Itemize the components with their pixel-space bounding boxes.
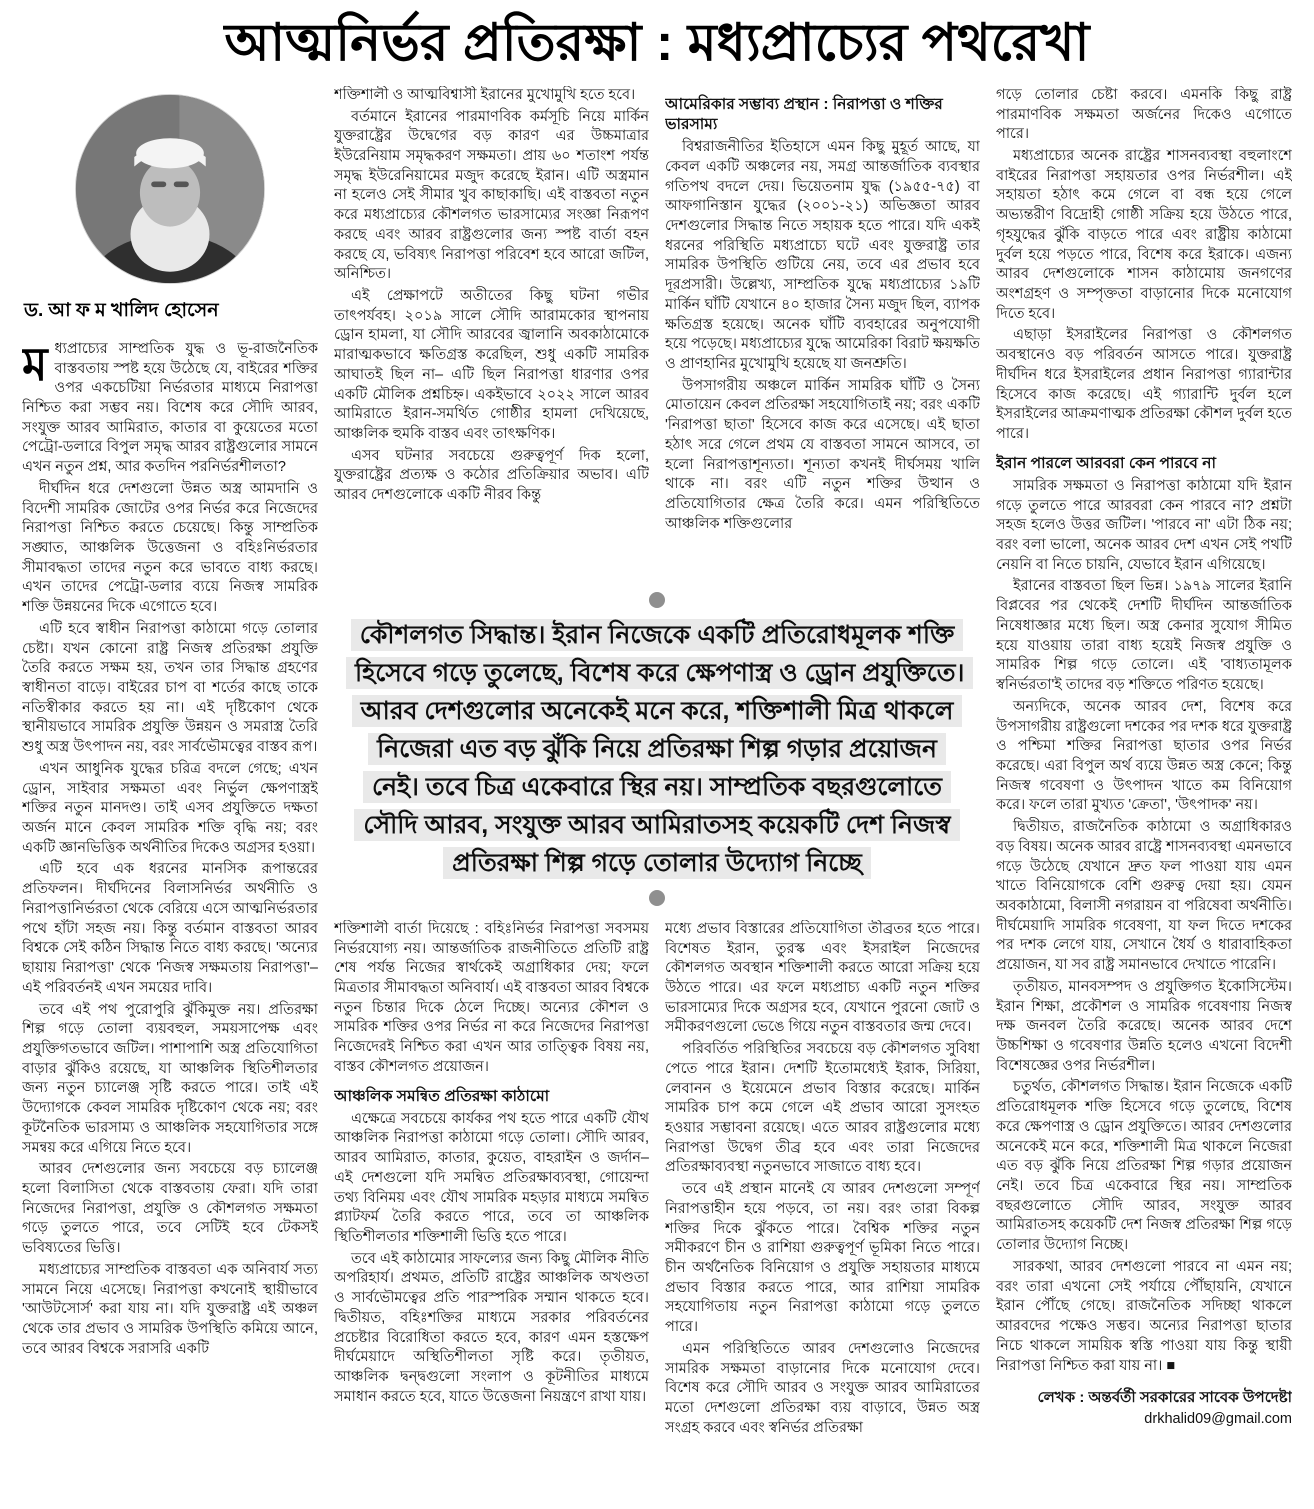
paragraph: শক্তিশালী ও আত্মবিশ্বাসী ইরানের মুখোমুখি হতে হবে। [334,86,636,103]
subheading: ইরান পারলে আরবরা কেন পারবে না [996,454,1216,472]
pull-quote-inner: কৌশলগত সিদ্ধান্ত। ইরান নিজেকে একটি প্রতিরোধমূলক শক্তি হিসেবে গড়ে তুলেছে, বিশেষ করে ক্ষেপণাস্ত্র ও ড্রোন প্রযুক্তিতে। আরব দেশগুলোর অনেকেই মনে করে, শক্তিশালী মিত্র থাকলে নিজেরা এত বড় ঝুঁকি নিয়ে প্রতিরক্ষা শিল্প গড়ার প্রয়োজন নেই। তবে চিত্র একেবারে স্থির নয়। সাম্প্রতিক বছরগুলোতে সৌদি আরব, সংযুক্ত আরব আমিরাতসহ কয়েকটি দেশ নিজস্ব প্রতিরক্ষা শিল্প গড়ে তোলার উদ্যোগ নিচ্ছে [346,619,973,879]
paragraph: বর্তমানে ইরানের পারমাণবিক কর্মসূচি নিয়ে মার্কিন যুক্তরাষ্ট্রের উদ্বেগের বড় কারণ এর উচ্চমাত্রার ইউরেনিয়াম সমৃদ্ধকরণ সক্ষমতা। প্রায় ৬০ শতাংশ পর্যন্ত সমৃদ্ধ ইউরেনিয়ামের মজুদ করেছে ইরান। এটি অস্ত্রমান না হলেও সেই সীমার খুব কাছাকাছি। এই বাস্তবতা নতুন করে মধ্যপ্রাচ্যের কৌশলগত ভারসাম্যের সংজ্ঞা নিরূপণ করছে এবং আরব রাষ্ট্রগুলোর জন্য স্পষ্ট বার্তা বহন করছে যে, ভবিষ্যৎ নিরাপত্তা পরিবেশ হবে আরো জটিল, অনিশ্চিত। [334,108,649,283]
paragraph: মধ্যপ্রাচ্যের অনেক রাষ্ট্রের শাসনব্যবস্থা বহুলাংশে বাইরের নিরাপত্তা সহায়তার ওপর নির্ভরশীল। এই সহায়তা হঠাৎ কমে গেলে বা বন্ধ হয়ে গেলে অভ্যন্তরীণ বিদ্রোহী গোষ্ঠী সক্রিয় হয়ে উঠতে পারে, গৃহযুদ্ধের ঝুঁকি বাড়তে পারে এবং রাষ্ট্রীয় কাঠামো দুর্বল হয়ে পড়তে পারে, বিশেষ করে ইরাকে। এজন্য আরব দেশগুলোকে শাসন কাঠামোয় জনগণের অংশগ্রহণ ও সম্পৃক্ততা বাড়ানোর দিকে মনোযোগ দিতে হবে। [996,147,1292,322]
paragraph: তবে এই প্রস্থান মানেই যে আরব দেশগুলো সম্পূর্ণ নিরাপত্তাহীন হয়ে পড়বে, তা নয়। বরং তারা বিকল্প শক্তির দিকে ঝুঁকতে পারে। বৈশ্বিক শক্তির নতুন সমীকরণে চীন ও রাশিয়া গুরুত্বপূর্ণ ভূমিকা নিতে পারে। চীন অর্থনৈতিক বিনিয়োগ ও প্রযুক্তি সহায়তার মাধ্যমে প্রভাব বিস্তার করতে পারে, আর রাশিয়া সামরিক সহযোগিতায় নতুন নিরাপত্তা কাঠামো গড়ে তুলতে পারে। [665,1181,980,1336]
paragraph: বিশ্বরাজনীতির ইতিহাসে এমন কিছু মুহূর্ত আছে, যা কেবল একটি অঞ্চলের নয়, সমগ্র আন্তর্জাতিক ব্যবস্থার গতিপথ বদলে দেয়। ভিয়েতনাম যুদ্ধ (১৯৫৫-৭৫) বা আফগানিস্তান যুদ্ধের (২০০১-২১) অভিজ্ঞতা আরব দেশগুলোর সিদ্ধান্ত নিতে সহায়ক হতে পারে। যদি একই ধরনের পরিস্থিতি মধ্যপ্রাচ্যে ঘটে এবং যুক্তরাষ্ট্র তার সামরিক উপস্থিতি গুটিয়ে নেয়, তবে এর প্রভাব হবে দূরপ্রসারী। উল্লেখ্য, সাম্প্রতিক যুদ্ধে মধ্যপ্রাচ্যের ১৯টি মার্কিন ঘাঁটি যেখানে ৪০ হাজার সৈন্য মজুদ ছিল, ব্যাপক ক্ষতিগ্রস্ত হয়েছে। অনেক ঘাঁটি ব্যবহারের অনুপযোগী হয়ে পড়েছে। মধ্যপ্রাচ্যের যুদ্ধে আমেরিকা বিরাট ক্ষয়ক্ষতি ও প্রাণহানির মুখোমুখি হয়েছে যা জনশ্রুতি। [665,139,980,372]
paragraph: শক্তিশালী বার্তা দিয়েছে : বহিঃনির্ভর নিরাপত্তা সবসময় নির্ভরযোগ্য নয়। আন্তর্জাতিক রাজনীতিতে প্রতিটি রাষ্ট্র শেষ পর্যন্ত নিজের স্বার্থকেই অগ্রাধিকার দেয়; ফলে মিত্রতার সীমাবদ্ধতা অনিবার্য। এই বাস্তবতা আরব বিশ্বকে নতুন চিন্তার দিকে ঠেলে দিচ্ছে। অন্যের কৌশল ও সামরিক শক্তির ওপর নির্ভর না করে নিজেদের নিরাপত্তা নিজেদেরই নিশ্চিত করা এখন আর তাত্ত্বিক বিষয় নয়, বাস্তব কৌশলগত প্রয়োজন। [334,920,649,1075]
paragraph: এক্ষেত্রে সবচেয়ে কার্যকর পথ হতে পারে একটি যৌথ আঞ্চলিক নিরাপত্তা কাঠামো গড়ে তোলা। সৌদি আরব, আরব আমিরাত, কাতার, কুয়েত, বাহরাইন ও জর্দান– এই দেশগুলো যদি সমন্বিত প্রতিরক্ষাব্যবস্থা, গোয়েন্দা তথ্য বিনিময় এবং যৌথ সামরিক মহড়ার মাধ্যমে সমন্বিত প্ল্যাটফর্ম তৈরি করতে পারে, তবে তা আঞ্চলিক স্থিতিশীলতার শক্তিশালী ভিত্তি হতে পারে। [334,1110,649,1245]
pull-quote [342,586,972,912]
paragraph: সামরিক সক্ষমতা ও নিরাপত্তা কাঠামো যদি ইরান গড়ে তুলতে পারে আরবরা কেন পারবে না? প্রশ্নটা সহজ হলেও উত্তর জটিল। 'পারবে না' এটা ঠিক নয়; বরং বলা ভালো, অনেক আরব দেশ এখন সেই পথটি নেয়নি বা নিতে চায়নি, যেভাবে ইরান এগিয়েছে। [996,477,1292,573]
paragraph: দ্বিতীয়ত, রাজনৈতিক কাঠামো ও অগ্রাধিকারও বড় বিষয়। অনেক আরব রাষ্ট্রে শাসনব্যবস্থা এমনভাবে গড়ে উঠেছে যেখানে দ্রুত ফল পাওয়া যায় এমন খাতে বিনিয়োগকে বেশি গুরুত্ব দেয়া হয়। যেমন অবকাঠামো, বিলাসী নগরায়ন বা পরিষেবা অর্থনীতি। দীর্ঘমেয়াদি সামরিক গবেষণা, যা ফল দিতে দশকের পর দশক লেগে যায়, সেখানে ধৈর্য ও ধারাবাহিকতা প্রয়োজন, যা সব রাষ্ট্র সমানভাবে দেখাতে পারেনি। [996,819,1292,974]
paragraph: চতুর্থত, কৌশলগত সিদ্ধান্ত। ইরান নিজেকে একটি প্রতিরোধমূলক শক্তি হিসেবে গড়ে তুলেছে, বিশেষ করে ক্ষেপণাস্ত্র ও ড্রোন প্রযুক্তিতে। আরব দেশগুলোর অনেকেই মনে করে, শক্তিশালী মিত্র থাকলে নিজেরা এত বড় ঝুঁকি নিয়ে প্রতিরক্ষা শিল্প গড়ার প্রয়োজন নেই। তবে চিত্র একেবারে স্থির নয়। সাম্প্রতিক বছরগুলোতে সৌদি আরব, সংযুক্ত আরব আমিরাতসহ কয়েকটি দেশ নিজস্ব প্রতিরক্ষা শিল্প গড়ে তোলার উদ্যোগ নিচ্ছে। [996,1079,1292,1254]
author-box [22,94,318,328]
column-3-bottom [665,920,980,1498]
paragraph: আরব দেশগুলোর জন্য সবচেয়ে বড় চ্যালেঞ্জ হলো বিলাসিতা থেকে বাস্তবতায় ফেরা। যদি তারা নিজেদের নিরাপত্তা, প্রযুক্তি ও কৌশলগত সক্ষমতা গড়ে তুলতে পারে, তবে সেটিই হবে টেকসই ভবিষ্যতের ভিত্তি। [22,1161,318,1257]
paragraph: এসব ঘটনার সবচেয়ে গুরুত্বপূর্ণ দিক হলো, যুক্তরাষ্ট্রের প্রত্যক্ষ ও কঠোর প্রতিক্রিয়ার অভাব। এটি আরব দেশগুলোকে একটি নীরব কিন্তু [334,447,649,504]
author-byline [996,1386,1292,1427]
paragraph: ইরানের বাস্তবতা ছিল ভিন্ন। ১৯৭৯ সালের ইরানি বিপ্লবের পর থেকেই দেশটি দীর্ঘদিন আন্তর্জাতিক নিষেধাজ্ঞার মধ্যে ছিল। অস্ত্র কেনার সুযোগ সীমিত হয়ে যাওয়ায় তারা বাধ্য হয়েই নিজস্ব প্রযুক্তি ও সামরিক শিল্প গড়ে তোলে। এই 'বাধ্যতামূলক স্বনির্ভরতা'ই তাদের বড় শক্তিতে পরিণত হয়েছে। [996,578,1292,694]
paragraph: তৃতীয়ত, মানবসম্পদ ও প্রযুক্তিগত ইকোসিস্টেম। ইরান শিক্ষা, প্রকৌশল ও সামরিক গবেষণায় নিজস্ব দক্ষ জনবল তৈরি করেছে। অনেক আরব দেশে উচ্চশিক্ষা ও গবেষণার উন্নতি হলেও এখনো বিদেশী বিশেষজ্ঞের ওপর নির্ভরশীল। [996,978,1292,1074]
paragraph: উপসাগরীয় অঞ্চলে মার্কিন সামরিক ঘাঁটি ও সৈন্য মোতায়েন কেবল প্রতিরক্ষা সহযোগিতাই নয়; বরং একটি 'নিরাপত্তা ছাতা' হিসেবে কাজ করে এসেছে। এই ছাতা হঠাৎ সরে গেলে প্রথম যে বাস্তবতা সামনে আসবে, তা হলো নিরাপত্তাশূন্যতা। শূন্যতা কখনই দীর্ঘসময় খালি থাকে না। বরং এটি নতুন শক্তির উত্থান ও প্রতিযোগিতার ক্ষেত্র তৈরি করে। এমন পরিস্থিতিতে আঞ্চলিক শক্তিগুলোর [665,377,980,532]
lead-text: ধ্যপ্রাচ্যের সাম্প্রতিক যুদ্ধ ও ভূ-রাজনৈতিক বাস্তবতায় স্পষ্ট হয়ে উঠেছে যে, বাইরের শক্তির ওপর একচেটিয়া নির্ভরতার মাধ্যমে নিরাপত্তা নিশ্চিত করা সম্ভব নয়। বিশেষ করে সৌদি আরব, সংযুক্ত আরব আমিরাত, কাতার বা কুয়েতের মতো পেট্রো-ডলারে বিপুল সমৃদ্ধ আরব রাষ্ট্রগুলোর সামনে এখন নতুন প্রশ্ন, আর কতদিন পরনির্ভরশীলতা? [22,340,318,476]
article-body [0,80,1314,1498]
paragraph: সারকথা, আরব দেশগুলো পারবে না এমন নয়; বরং তারা এখনো সেই পর্যায়ে পৌঁছায়নি, যেখানে ইরান পৌঁছে গেছে। রাজনৈতিক সদিচ্ছা থাকলে আরবদের পক্ষেও সম্ভব। অন্যের নিরাপত্তা ছাতার নিচে থাকলে সাময়িক স্বস্তি পাওয়া যায় কিন্তু স্থায়ী নিরাপত্তা নিশ্চিত করা যায় না। ■ [996,1258,1292,1374]
paragraph: দীর্ঘদিন ধরে দেশগুলো উন্নত অস্ত্র আমদানি ও বিদেশী সামরিক জোটের ওপর নির্ভর করে নিজেদের নিরাপত্তা নিশ্চিত করতে চেয়েছে। কিন্তু সাম্প্রতিক সঙ্ঘাত, আঞ্চলিক উত্তেজনা ও বহিঃনির্ভরতার সীমাবদ্ধতা তাদের নতুন করে ভাবতে বাধ্য করছে। এখন তাদের পেট্রো-ডলার ব্যয়ে নিজস্ব সামরিক শক্তি উন্নয়নের দিকে এগোতে হবে। [22,480,318,616]
column-4-text [996,86,1292,1376]
column-1-text [22,480,318,1360]
column-3-top [665,86,980,578]
byline-label: লেখক : অন্তর্বর্তী সরকারের সাবেক উপদেষ্টা [1037,1389,1292,1407]
column-2-top [334,86,649,578]
paragraph: এছাড়া ইসরাইলের নিরাপত্তা ও কৌশলগত অবস্থানেও বড় পরিবর্তন আসতে পারে। যুক্তরাষ্ট্র দীর্ঘদিন ধরে ইসরাইলের প্রধান নিরাপত্তা গ্যারান্টার হিসেবে কাজ করেছে। এই গ্যারান্টি দুর্বল হলে ইসরাইলের আক্রমণাত্মক প্রতিরক্ষা কৌশল দুর্বল হতে পারে। [996,327,1292,443]
drop-cap: ম [22,337,48,390]
paragraph: মধ্যে প্রভাব বিস্তারের প্রতিযোগিতা তীব্রতর হতে পারে। বিশেষত ইরান, তুরস্ক এবং ইসরাইল নিজেদের কৌশলগত অবস্থান শক্তিশালী করতে আরো সক্রিয় হয়ে উঠতে পারে। এর ফলে মধ্যপ্রাচ্য একটি নতুন শক্তির ভারসাম্যের দিকে অগ্রসর হবে, যেখানে পুরনো জোট ও সমীকরণগুলো ভেঙে গিয়ে নতুন বাস্তবতার জন্ম দেবে। [665,920,980,1036]
author-photo [75,94,265,284]
column-1 [22,86,318,1498]
article-headline: আত্মনির্ভর প্রতিরক্ষা : মধ্যপ্রাচ্যের পথরেখা [224,14,1090,72]
quote-dot-top-icon [649,592,665,608]
middle-top-row [334,86,980,578]
paragraph: তবে এই কাঠামোর সাফল্যের জন্য কিছু মৌলিক নীতি অপরিহার্য। প্রথমত, প্রতিটি রাষ্ট্রের আঞ্চলিক অখণ্ডতা ও সার্বভৌমত্বের প্রতি পারস্পরিক সম্মান থাকতে হবে। দ্বিতীয়ত, বহিঃশক্তির মাধ্যমে সরকার পরিবর্তনের প্রচেষ্টার বিরোধিতা করতে হবে, কারণ এমন হস্তক্ষেপ দীর্ঘমেয়াদে অস্থিতিশীলতা সৃষ্টি করে। তৃতীয়ত, আঞ্চলিক দ্বন্দ্বগুলো সংলাপ ও কূটনীতির মাধ্যমে সমাধান করতে হবে, যাতে উত্তেজনা নিয়ন্ত্রণে রাখা যায়। [334,1250,649,1405]
paragraph: এটি হবে এক ধরনের মানসিক রূপান্তরের প্রতিফলন। দীর্ঘদিনের বিলাসনির্ভর অর্থনীতি ও নিরাপত্তানির্ভরতা থেকে বেরিয়ে এসে আত্মনির্ভরতার পথে হাঁটা সহজ নয়। কিন্তু বর্তমান বাস্তবতা আরব বিশ্বকে সেই কঠিন সিদ্ধান্ত নিতে বাধ্য করছে। 'অন্যের ছায়ায় নিরাপত্তা' থেকে 'নিজস্ব সক্ষমতায় নিরাপত্তা'– এই পরিবর্তনই এখন সময়ের দাবি। [22,861,318,996]
author-name: ড. আ ফ ম খালিদ হোসেন [24,299,219,321]
pull-quote-text [342,614,972,884]
subheading: আঞ্চলিক সমন্বিত প্রতিরক্ষা কাঠামো [334,1087,550,1105]
paragraph: এখন আধুনিক যুদ্ধের চরিত্র বদলে গেছে; এখন ড্রোন, সাইবার সক্ষমতা এবং নির্ভুল ক্ষেপণাস্ত্রই শক্তির নতুন মানদণ্ড। তাই এসব প্রযুক্তিতে দক্ষতা অর্জন মানে কেবল সামরিক শক্তি বৃদ্ধি নয়; বরং একটি জ্ঞানভিত্তিক অর্থনীতির দিকেও অগ্রসর হওয়া। [22,760,318,856]
middle-columns [334,86,980,1498]
column-2-bottom [334,920,649,1498]
middle-bottom-row [334,920,980,1498]
paragraph: অন্যদিকে, অনেক আরব দেশ, বিশেষ করে উপসাগরীয় রাষ্ট্রগুলো দশকের পর দশক ধরে যুক্তরাষ্ট্র ও পশ্চিমা শক্তির নিরাপত্তা ছাতার ওপর নির্ভর করেছে। এরা বিপুল অর্থ ব্যয়ে উন্নত অস্ত্র কেনে; কিন্তু নিজস্ব গবেষণা ও উৎপাদন খাতে কম বিনিয়োগ করে। ফলে তারা মুখ্যত 'ক্রেতা', 'উৎপাদক' নয়। [996,698,1292,814]
paragraph: তবে এই পথ পুরোপুরি ঝুঁকিমুক্ত নয়। প্রতিরক্ষা শিল্প গড়ে তোলা ব্যয়বহুল, সময়সাপেক্ষ এবং প্রযুক্তিগতভাবে জটিল। পাশাপাশি অস্ত্র প্রতিযোগিতা বাড়ার ঝুঁকিও রয়েছে, যা আঞ্চলিক স্থিতিশীলতার জন্য নতুন চ্যালেঞ্জ সৃষ্টি করতে পারে। তাই এই উদ্যোগকে কেবল সামরিক দৃষ্টিকোণ থেকে নয়; বরং কূটনৈতিক ভারসাম্য ও আঞ্চলিক সহযোগিতার সঙ্গে সমন্বয় করে এগিয়ে নিতে হবে। [22,1001,318,1156]
paragraph: এমন পরিস্থিতিতে আরব দেশগুলোও নিজেদের সামরিক সক্ষমতা বাড়ানোর দিকে মনোযোগ দেবে। বিশেষ করে সৌদি আরব ও সংযুক্ত আরব আমিরাতের মতো দেশগুলো প্রতিরক্ষা ব্যয় বাড়াবে, উন্নত অস্ত্র সংগ্রহ করবে এবং স্বনির্ভর প্রতিরক্ষা [665,1340,980,1436]
paragraph: গড়ে তোলার চেষ্টা করবে। এমনকি কিছু রাষ্ট্র পারমাণবিক সক্ষমতা অর্জনের দিকেও এগোতে পারে। [996,86,1292,143]
column-4 [996,86,1292,1498]
paragraph: পরিবর্তিত পরিস্থিতির সবচেয়ে বড় কৌশলগত সুবিধা পেতে পারে ইরান। দেশটি ইতোমধ্যেই ইরাক, সিরিয়া, লেবানন ও ইয়েমেনে প্রভাব বিস্তার করেছে। মার্কিন সামরিক চাপ কমে গেলে এই প্রভাব আরো সুসংহত হওয়ার সম্ভাবনা রয়েছে। এতে আরব রাষ্ট্রগুলোর মধ্যে নিরাপত্তা উদ্বেগ তীব্র হবে এবং তারা নিজেদের প্রতিরক্ষাব্যবস্থা নতুনভাবে সাজাতে বাধ্য হবে। [665,1041,980,1176]
paragraph: মধ্যপ্রাচ্যের সাম্প্রতিক বাস্তবতা এক অনিবার্য সত্য সামনে নিয়ে এসেছে। নিরাপত্তা কখনোই স্থায়ীভাবে 'আউটসোর্স' করা যায় না। যদি যুক্তরাষ্ট্র এই অঞ্চল থেকে তার প্রভাব ও সামরিক উপস্থিতি কমিয়ে আনে, তবে আরব বিশ্বকে সরাসরি একটি [22,1261,318,1357]
lead-paragraph [22,337,318,478]
author-email[interactable]: drkhalid09@gmail.com [1144,1411,1292,1428]
paragraph: এই প্রেক্ষাপটে অতীতের কিছু ঘটনা গভীর তাৎপর্যবহ। ২০১৯ সালে সৌদি আরামকোর স্থাপনায় ড্রোন হামলা, যা সৌদি আরবের জ্বালানি অবকাঠামোকে মারাত্মকভাবে ক্ষতিগ্রস্ত করেছিল, শুধু একটি সামরিক আঘাতই ছিল না– এটি ছিল নিরাপত্তা ধারণার ওপর একটি মৌলিক প্রশ্নচিহ্ন। একইভাবে ২০২২ সালে আরব আমিরাতে ইরান-সমর্থিত গোষ্ঠীর হামলা দেখিয়েছে, আঞ্চলিক হুমকি বাস্তব এবং তাৎক্ষণিক। [334,287,649,443]
author-portrait-illustration [76,95,264,283]
subheading: আমেরিকার সম্ভাব্য প্রস্থান : নিরাপত্তা ও শক্তির ভারসাম্য [665,95,943,133]
paragraph: এটি হবে স্বাধীন নিরাপত্তা কাঠামো গড়ে তোলার চেষ্টা। যখন কোনো রাষ্ট্র নিজস্ব প্রতিরক্ষা প্রযুক্তি তৈরি করতে সক্ষম হয়, তখন তার সিদ্ধান্ত গ্রহণের স্বাধীনতা বাড়ে। বাইরের চাপ বা শর্তের কাছে তাকে নতিস্বীকার করতে হয় না। এই দৃষ্টিকোণ থেকে স্থানীয়ভাবে সামরিক প্রযুক্তি উন্নয়ন ও সমরাস্ত্র তৈরি শুধু অস্ত্র উৎপাদন নয়, বরং সার্বভৌমত্বের বাস্তব রূপ। [22,620,318,756]
quote-dot-bottom-icon [649,890,665,906]
